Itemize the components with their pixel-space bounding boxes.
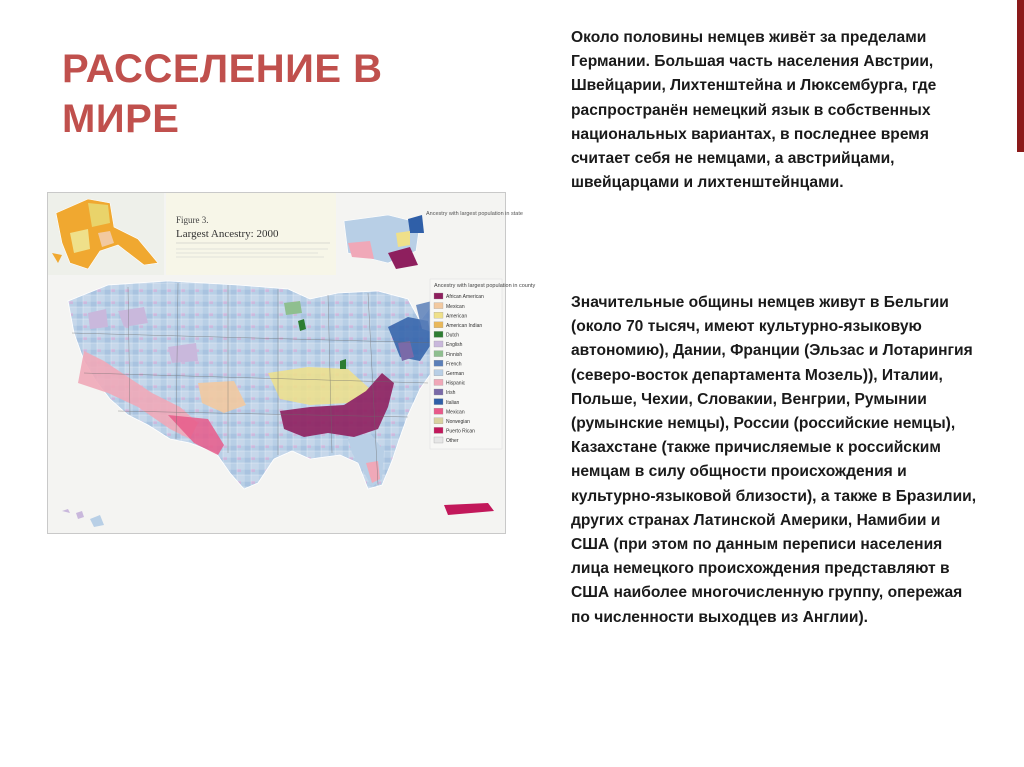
main-county-map	[68, 281, 452, 489]
figure-label: Figure 3.	[176, 215, 209, 225]
legend-swatch	[434, 293, 443, 299]
hawaii-inset	[62, 509, 104, 527]
legend-label: Hispanic	[446, 380, 466, 387]
legend-swatch	[434, 408, 443, 414]
legend-label: Norwegian	[446, 419, 470, 425]
alaska-inset	[48, 193, 164, 275]
legend-label: American	[446, 313, 468, 320]
legend-label: English	[446, 342, 463, 349]
legend-title: Ancestry with largest population in county	[434, 283, 536, 289]
state-inset-map	[338, 193, 523, 275]
legend-label: Mexican	[446, 303, 465, 310]
legend-swatch	[434, 341, 443, 347]
figure-title: Largest Ancestry: 2000	[176, 228, 279, 240]
legend-swatch	[434, 399, 443, 405]
legend-label: Finnish	[446, 351, 463, 358]
legend-swatch	[434, 418, 443, 424]
ancestry-map-figure	[47, 192, 536, 534]
legend-swatch	[434, 322, 443, 328]
legend-label: African American	[446, 294, 484, 301]
legend-label: Other	[446, 438, 459, 445]
legend-swatch	[434, 360, 443, 366]
legend-label: German	[446, 371, 465, 377]
legend-swatch	[434, 427, 443, 433]
legend-label: Dutch	[446, 332, 460, 339]
inset-caption: Ancestry with largest population in state	[426, 211, 523, 217]
accent-bar	[1017, 0, 1024, 152]
legend-swatch	[434, 379, 443, 385]
figure-header	[166, 193, 336, 275]
puerto-rico-inset	[436, 493, 498, 523]
legend-label: American Indian	[446, 323, 483, 329]
legend-swatch	[434, 303, 443, 309]
map-legend	[430, 279, 535, 449]
legend-label: Puerto Rican	[446, 428, 475, 435]
legend-label: Irish	[446, 390, 456, 397]
legend-label: French	[446, 361, 462, 368]
legend-swatch	[434, 351, 443, 357]
legend-label: Italian	[446, 399, 460, 406]
legend-label: Mexican	[446, 409, 465, 416]
paragraph-german-communities: Значительные общины немцев живут в Бельгии (около 70 тысяч, имеют культурно-языковую автономию), Дании, Франции (Эльзас и Лотарингия (северо-восток департамента Мозель)), Италии, Польше, Чехии, Словакии, Венгрии, Румынии (румынские немцы), России (российские немцы), Казахстане (также причисляемые к российским немцам в силу общности происхождения и культурно-языковой близости), а также в Бразилии, других странах Латинской Америки, Намибии и США (при этом по данным переписи населения лица немецкого происхождения представляют в США наиболее многочисленную группу, опережая по численности выходцев из Англии).	[571, 294, 977, 626]
legend-swatch	[434, 389, 443, 395]
legend-swatch	[434, 437, 443, 443]
ancestry-map-image	[48, 193, 536, 533]
paragraph-germans-abroad: Около половины немцев живёт за пределами Германии. Большая часть населения Австрии, Швейцарии, Лихтенштейна и Люксембурга, где распространён немецкий язык в собственных национальных вариантах, в последнее время считает себя не немцами, а австрийцами, швейцарцами и лихтенштейнцами.	[571, 29, 937, 192]
slide-title: РАССЕЛЕНИЕ В МИРЕ	[62, 47, 383, 141]
legend-swatch	[434, 370, 443, 376]
legend-swatch	[434, 331, 443, 337]
legend-swatch	[434, 312, 443, 318]
